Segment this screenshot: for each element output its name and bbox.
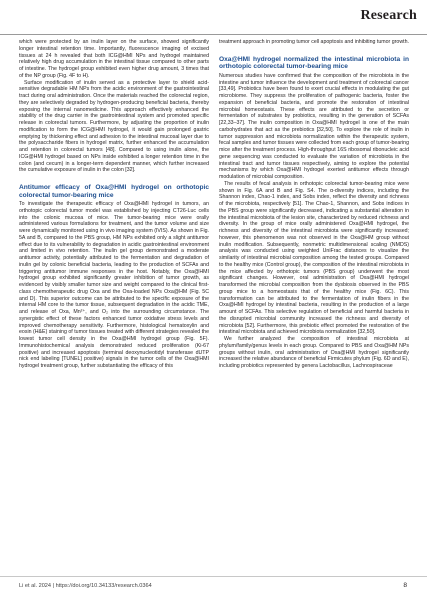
right-paragraph-4: We further analyzed the composition of intestinal microbiota at phylum/family/genus levels in each group. Compared to PBS and Oxa@HM NPs groups without inulin, oral administration of Oxa@HMI hydrogel significantly increased the relative abundance of beneficial Firmicutes phylum (Fig. 6D and E), including probiotics represented by genera Lactobacillus, Lachnospiraceae — [219, 336, 409, 370]
right-column — [219, 39, 409, 370]
footer-citation[interactable]: Li et al. 2024 | https://doi.org/10.34133/research.0364 — [19, 583, 152, 589]
section-heading-microbiota: Oxa@HMI hydrogel normalized the intestinal microbiota in orthotopic colorectal tumor-bearing mice — [219, 55, 409, 71]
left-paragraph-1: which were protected by an inulin layer on the surface, showed significantly longer intestinal retention time. Importantly, fluorescence imaging of excised tissues at 24 h revealed that both ICG@HMI NPs and hydrogel maintained relatively high drug accumulation in the intestinal tissue compared to other parts of intestine. The hydrogel group exhibited even higher drug amount, 3 times that of the NP group (Fig. 4F to H). — [19, 39, 209, 79]
page-number: 8 — [403, 582, 407, 589]
section-gap — [219, 46, 409, 52]
left-paragraph-2: Surface modification of inulin served as a protective layer to shield acid-sensitive degradable HM NPs from the acidic environment of the gastrointestinal tract during oral administration. Once the materials reached the colorectal region, they are selectively degraded by hydrogen-producing beneficial bacteria, thereby exposing the internal nanomedicine. This approach effectively enhanced the stability of the drug carrier in the gastrointestinal system and promoted specific release in colorectal tumors. Furthermore, by adjusting the proportion of inulin modification to form the ICG@HMI hydrogel, it would gain prolonged gastric emptying by thickening effect and adhesion to the intestinal mucosal layer due to the polysaccharide fibers in hydrogel matrix, further enhanced the accumulation and retention in colorectal tumors [48]. Compared to using inulin alone, the ICG@HMI hydrogel based on NPs inside exhibited a longer retention time in the colon (and cecum) in a longer-term dependent manner, which further increased the cumulative exposure of inulin in the colon [32]. — [19, 79, 209, 174]
left-paragraph-3: To investigate the therapeutic efficacy of Oxa@HMI hydrogel in tumors, an orthotopic colorectal tumor model was established by injecting CT26-Luc cells into the colonic mucosa of mice. The tumor-bearing mice were orally administered various formulations for treatment, and the tumor volume and size were dynamically monitored using in vivo imaging system (IVIS). As shown in Fig. 5A and B, compared to the PBS group, HM NPs exhibited only a slight antitumor effect due to its vulnerability to degradation in acidic gastrointestinal environment and limited in vivo retention. The inulin gel group demonstrated a moderate antitumor activity, potentially attributed to the fermentation and degradation of inulin gel by colonic beneficial bacteria, leading to the production of SCFAs and triggering antitumor immune responses in the host. Notably, the Oxa@HMI hydrogel group exhibited significantly greater inhibition of tumor growth, as evidenced by visibly smaller tumor size and weight compared to the clinical first-class chemotherapeutic drug Oxa and the Oxa-loaded NPs Oxa@HM (Fig. 5C and D). This superior outcome can be attributed to the specific exposure of the internal HM core to the tumor tissue, subsequent degradation in the acidic TME, and release of Oxa, Mn²⁺, and O₂ into the surrounding circumstance. The synergistic effect of these factors enhanced tumor oxidative stress levels and improved chemotherapy sensitivity. Furthermore, histological hematoxylin and eosin (H&E) staining of tumor tissues treated with different strategies revealed the lowest tumor cell density in the Oxa@HMI hydrogel group (Fig. 5F). Immunohistochemical analysis demonstrated reduced proliferation (Ki-67 positive) and increased apoptosis (terminal deoxynucleotidyl transferase dUTP nick end labeling [TUNEL] positive) signals in the tumor cells of the Oxa@HMI hydrogel treatment group, further substantiating the efficacy of this — [19, 201, 209, 370]
right-paragraph-3: The results of fecal analysis in orthotopic colorectal tumor-bearing mice were shown in Fig. 6A and B and Fig. S4. The α-diversity indices, including the Shannon index, Chao-1 index, and Sobs index, reflect the diversity and richness of the microbiota, respectively [51]. The Chao-1, Shannon, and Sobs indices in the PBS group were significantly decreased, indicating a substantial alteration in the intestinal microbiota of the lesion site, characterized by reduced richness and diversity. In the group of mice orally administered Oxa@HMI hydrogel, the richness and diversity of the intestinal microbiota were significantly increased; however, this phenomenon was not observed in the Oxa@HM group without inulin modification. Subsequently, nonmetric multidimensional scaling (NMDS) analysis was conducted using weighted UniFrac distances to visualize the similarity of intestinal microbial composition among the tested groups. Compared to the healthy mice (Control group), the composition of the intestinal microbiota in the mice affected by orthotopic tumors (PBS group) underwent the most significant changes. However, oral administration of Oxa@HMI hydrogel transformed the microbial composition from the dysbiosis observed in the PBS group mice to a homeostasis that of the healthy mice (Fig. 6C). This transformation can be attributed to the fermentation of inulin fibers in the Oxa@HMI hydrogel by intestinal bacteria, resulting in the production of a large amount of SCFAs. This selective regulation of beneficial and harmful bacteria in the disrupted microbial community increased the richness and diversity of microbiota [52]. Furthermore, this prebiotic effect promoted the restoration of the intestinal microbiota and achieved microbiota normalization [32,50]. — [219, 180, 409, 336]
section-heading-antitumor-efficacy: Antitumor efficacy of Oxa@HMI hydrogel on orthotopic colorectal tumor-bearing mice — [19, 184, 209, 199]
header-rule — [0, 34, 427, 35]
right-paragraph-2: Numerous studies have confirmed that the composition of the microbiota in the intestine and tumor influence the development and treatment of colorectal cancer [33,49]. Probiotics have been found to exert crucial effects in modulating the gut microbiome. They suppress the proliferation of pathogenic bacteria, foster the expansion of beneficial bacteria, and promote the restoration of intestinal microbial homeostasis. These effects are attributed to the secretion or fermentation of substrates by probiotics, resulting in the generation of SCFAs [22,33–37]. The inulin composition in Oxa@HMI hydrogel is one of the main carbohydrates that act as the prebiotics [32,50]. To explore the role of inulin in tumor suppression and microbiota normalization within the therapeutic system, fecal samples and tumor tissues were collected from each group of tumor-bearing mice after the treatment process. High-throughput 16S ribosomal ribonucleic acid gene sequencing was conducted to evaluate the variation of microbiota in the intestinal tract and tumor tissues respectively, aiming to explore the potential mechanisms by which Oxa@HMI hydrogel exerted antitumor effects through modulation of microbial composition. — [219, 72, 409, 181]
journal-title: Research — [360, 8, 417, 23]
left-column — [19, 39, 209, 370]
right-paragraph-1: treatment approach in promoting tumor cell apoptosis and inhibiting tumor growth. — [219, 39, 409, 45]
section-gap — [19, 174, 209, 180]
footer-rule — [0, 576, 427, 577]
page-header — [0, 0, 427, 23]
